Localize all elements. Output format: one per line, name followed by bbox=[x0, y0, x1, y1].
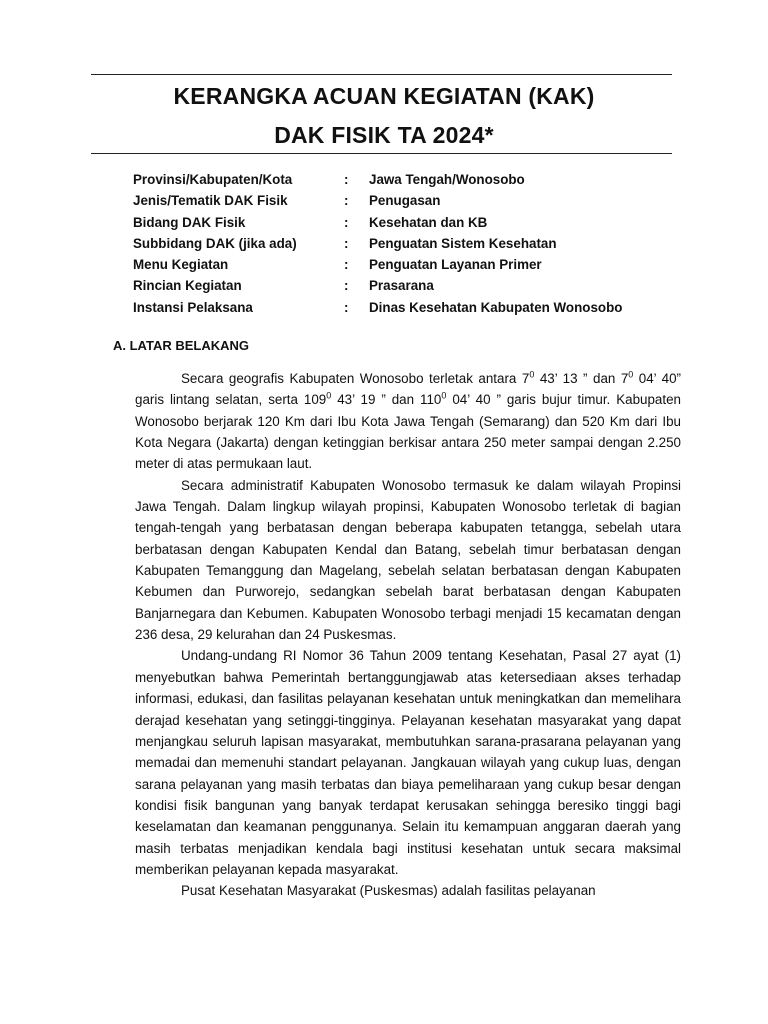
paragraph-administratif: Secara administratif Kabupaten Wonosobo termasuk ke dalam wilayah Propinsi Jawa Tengah. Dalam lingkup wilayah propinsi, Kabupaten Wonosobo terletak di bagian tengah-tengah yang berbatasan dengan beberapa kabupaten tetangga, sebelah utara berbatasan dengan Kabupaten Kendal dan Batang, sebelah timur berbatasan dengan Kabupaten Temanggung dan Magelang, sebelah selatan berbatasan dengan Kabupaten Kebumen dan Purworejo, sedangkan sebelah barat berbatasan dengan Kabupaten Banjarnegara dan Kebumen. Kabupaten Wonosobo terbagi menjadi 15 kecamatan dengan 236 desa, 29 kelurahan dan 24 Puskesmas. bbox=[135, 477, 681, 643]
paragraph-geografis bbox=[135, 368, 681, 475]
info-value: Penugasan bbox=[369, 193, 441, 209]
top-rule bbox=[91, 74, 672, 75]
info-row-provinsi bbox=[133, 172, 693, 193]
text-run: 04’ 40” garis lintang selatan, serta 109 bbox=[135, 371, 681, 408]
degree-superscript: 0 bbox=[628, 369, 634, 380]
text-run: 43’ 13 ” dan 7 bbox=[534, 371, 629, 386]
info-value: Prasarana bbox=[369, 278, 434, 294]
info-value: Dinas Kesehatan Kabupaten Wonosobo bbox=[369, 299, 623, 315]
info-value: Penguatan Layanan Primer bbox=[369, 257, 542, 273]
info-label: Subbidang DAK (jika ada) bbox=[133, 235, 297, 251]
info-label: Jenis/Tematik DAK Fisik bbox=[133, 193, 288, 209]
info-colon: : bbox=[344, 214, 349, 230]
text-run: 04’ 40 ” garis bujur timur. Kabupaten Wonosobo berjarak 120 Km dari Ibu Kota Jawa Tengah (Semarang) dan 520 Km dari Ibu Kota Negara (Jakarta) dengan ketinggian berkisar antara 250 meter sampai dengan 2.250 meter di atas permukaan laut. bbox=[135, 392, 681, 472]
info-value: Jawa Tengah/Wonosobo bbox=[369, 172, 525, 187]
info-colon: : bbox=[344, 299, 349, 315]
info-label: Rincian Kegiatan bbox=[133, 278, 242, 294]
document-subtitle: DAK FISIK TA 2024* bbox=[274, 122, 494, 148]
paragraph-undang-undang: Undang-undang RI Nomor 36 Tahun 2009 tentang Kesehatan, Pasal 27 ayat (1) menyebutkan bahwa Pemerintah bertanggungjawab atas ketersediaan akses terhadap informasi, edukasi, dan fasilitas pelayanan kesehatan untuk meningkatkan dan memelihara derajad kesehatan yang setinggi-tingginya. Pelayanan kesehatan masyarakat yang dapat menjangkau seluruh lapisan masyarakat, membutuhkan sarana-prasarana pelayanan yang memadai dan memenuhi standart pelayanan. Jangkauan wilayah yang cukup luas, dengan sarana pelayanan yang masih terbatas dan biaya pemeliharaan yang cukup besar dengan kondisi fisik bangunan yang banyak terdapat kerusakan sehingga beresiko tinggi bagi keselamatan dan keamanan penggunanya. Selain itu kemampuan anggaran daerah yang masih terbatas menjadikan kendala bagi institusi kesehatan untuk secara maksimal memberikan pelayanan kepada masyarakat. bbox=[135, 648, 681, 877]
text-run: Secara geografis Kabupaten Wonosobo terletak antara 7 bbox=[181, 371, 530, 386]
body-text bbox=[135, 368, 681, 902]
info-colon: : bbox=[344, 235, 349, 251]
info-colon: : bbox=[344, 257, 349, 273]
section-heading: A. LATAR BELAKANG bbox=[113, 338, 250, 353]
degree-superscript: 0 bbox=[441, 390, 447, 401]
info-row-subbidang bbox=[133, 236, 693, 257]
info-row-bidang bbox=[133, 215, 693, 236]
info-colon: : bbox=[344, 193, 349, 209]
info-label: Bidang DAK Fisik bbox=[133, 214, 246, 230]
info-colon: : bbox=[344, 278, 349, 294]
info-row-menu bbox=[133, 257, 693, 278]
document-title: KERANGKA ACUAN KEGIATAN (KAK) bbox=[173, 83, 595, 109]
info-row-jenis bbox=[133, 193, 693, 214]
info-label: Menu Kegiatan bbox=[133, 257, 229, 273]
bottom-rule bbox=[91, 153, 672, 154]
degree-superscript: 0 bbox=[326, 390, 332, 401]
paragraph-puskesmas: Pusat Kesehatan Masyarakat (Puskesmas) adalah fasilitas pelayanan bbox=[181, 883, 596, 899]
info-value: Penguatan Sistem Kesehatan bbox=[369, 235, 557, 251]
info-label: Provinsi/Kabupaten/Kota bbox=[133, 172, 293, 187]
info-row-rincian bbox=[133, 278, 693, 299]
info-row-instansi bbox=[133, 300, 693, 321]
info-table bbox=[133, 172, 693, 321]
text-run: 43’ 19 ” dan 110 bbox=[331, 392, 442, 408]
info-value: Kesehatan dan KB bbox=[369, 214, 488, 230]
info-label: Instansi Pelaksana bbox=[133, 299, 253, 315]
degree-superscript: 0 bbox=[529, 369, 535, 380]
info-colon: : bbox=[344, 172, 349, 187]
